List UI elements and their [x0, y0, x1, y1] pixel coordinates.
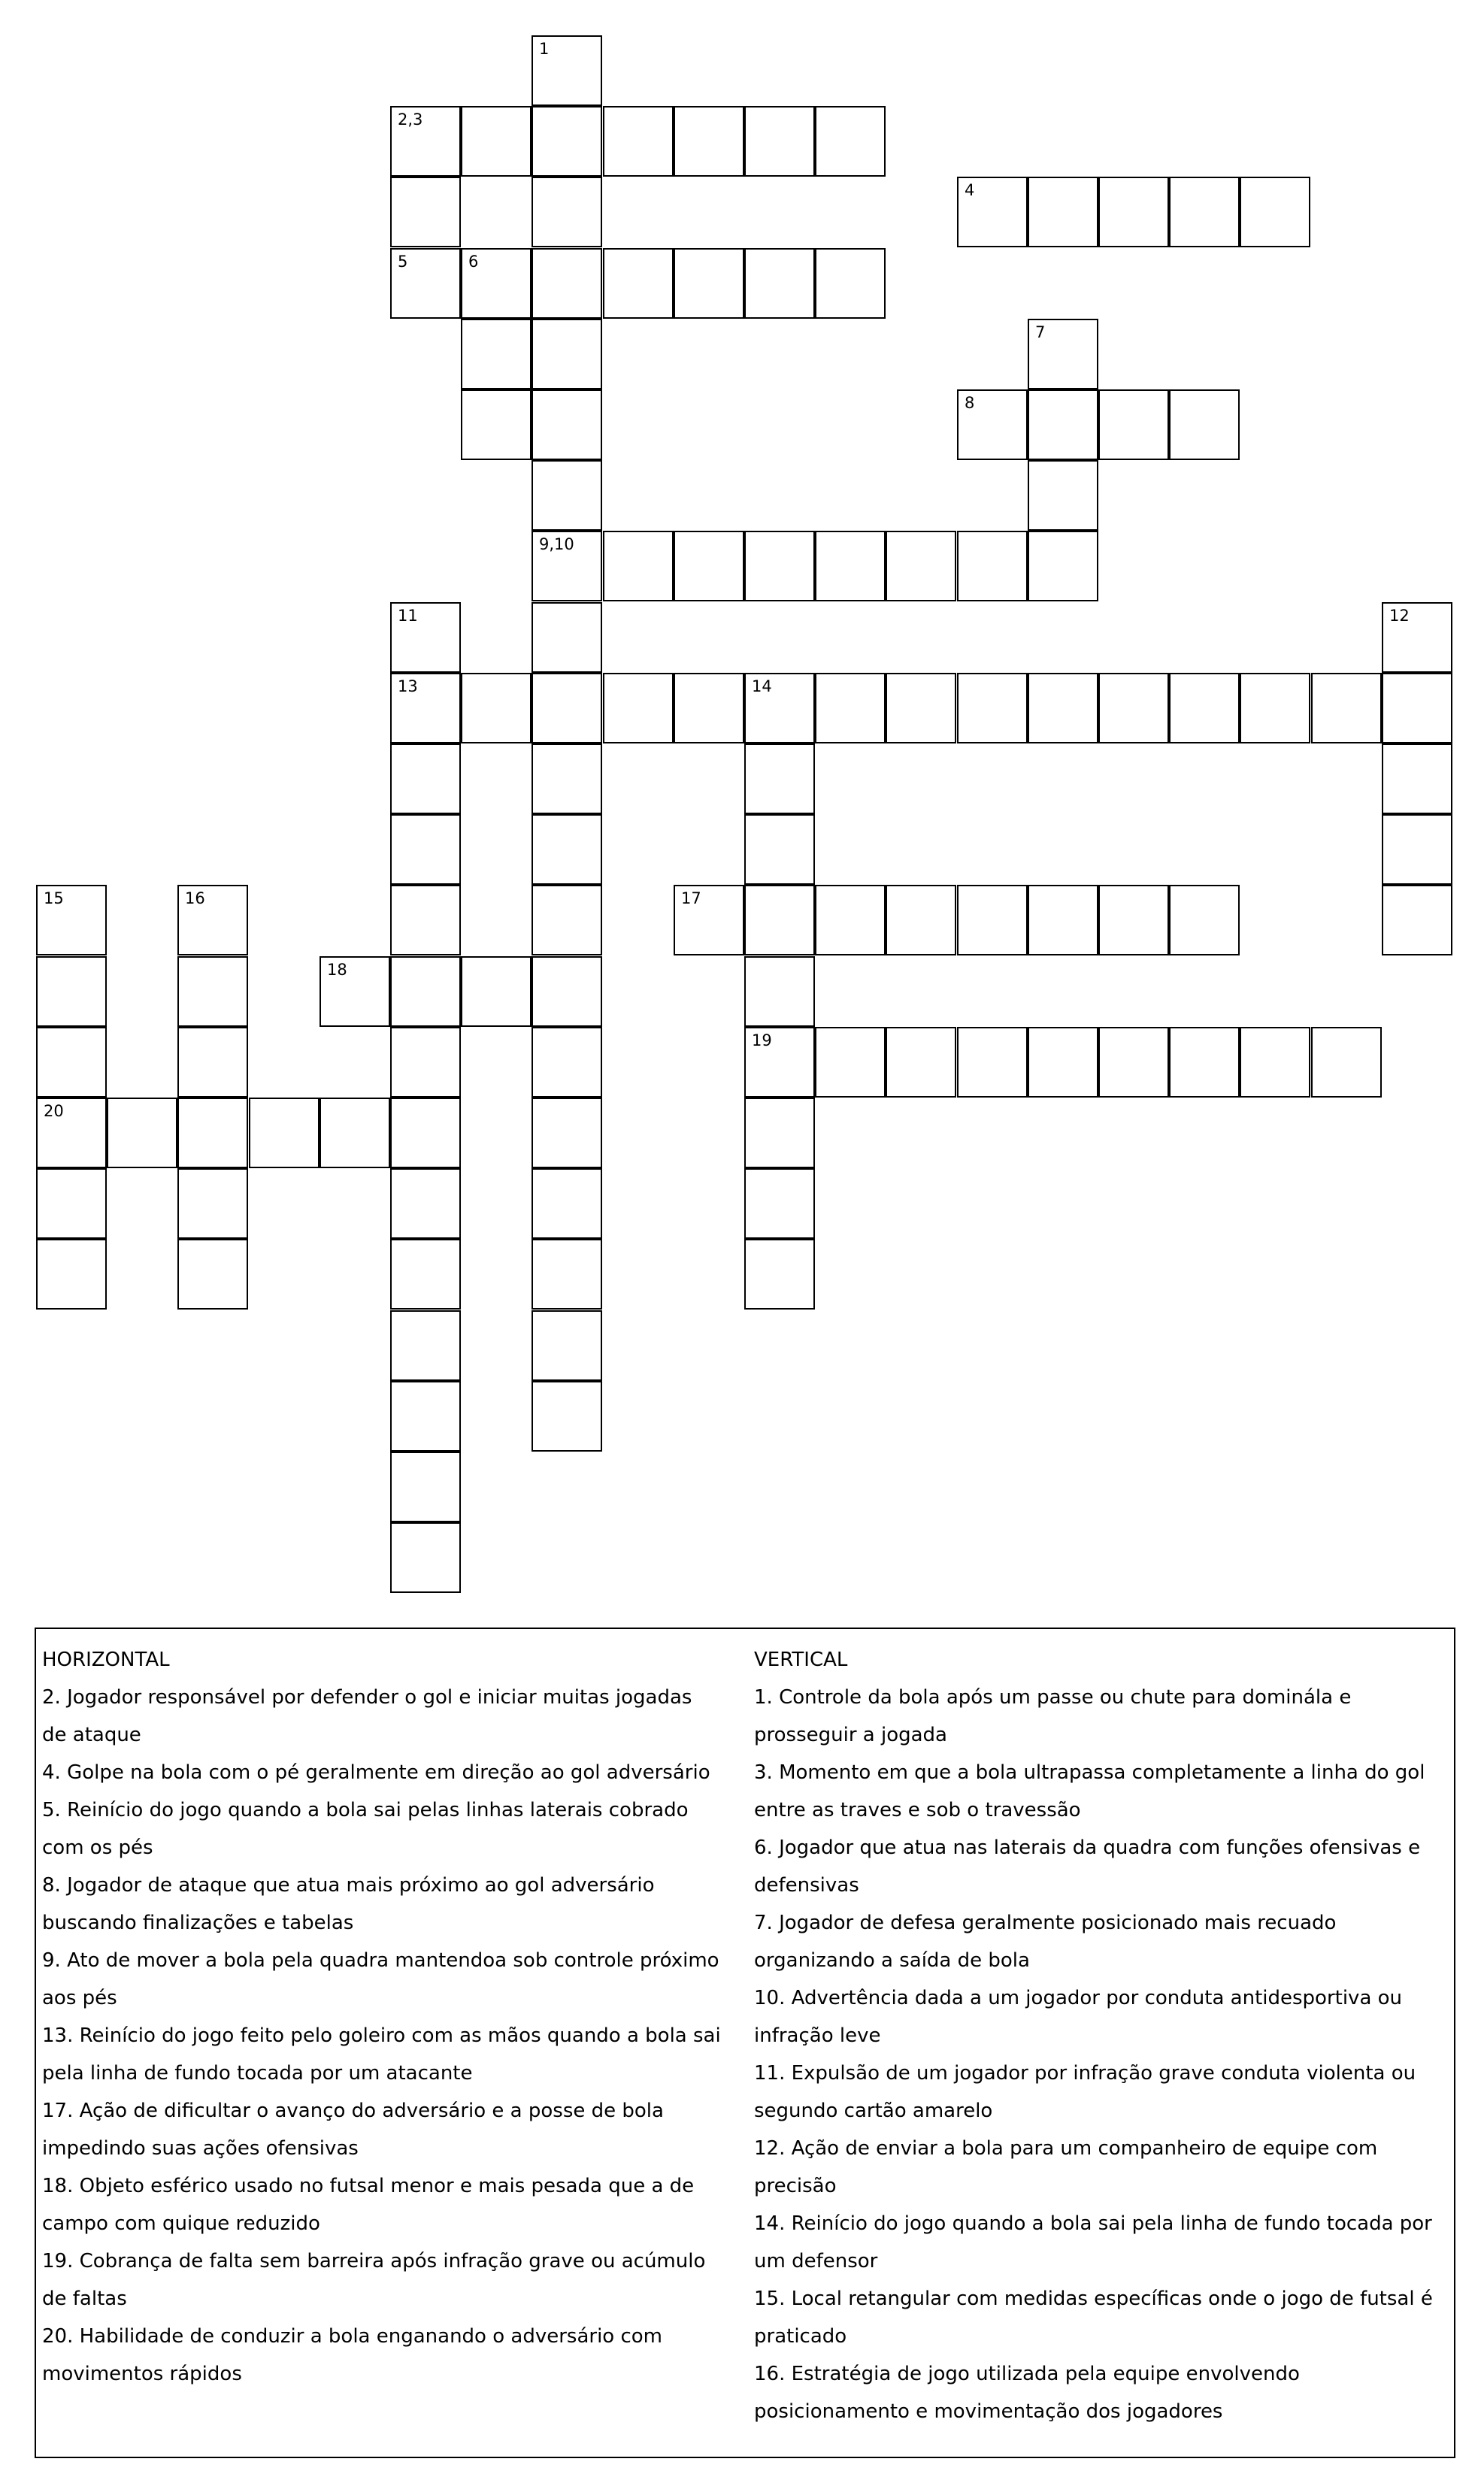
clue-line: praticado — [754, 2325, 847, 2348]
grid-cell[interactable] — [674, 106, 744, 177]
grid-cell[interactable] — [177, 1168, 248, 1239]
grid-cell[interactable] — [1028, 177, 1098, 247]
grid-cell[interactable] — [674, 673, 744, 743]
grid-cell[interactable] — [744, 743, 815, 814]
grid-cell[interactable] — [461, 319, 532, 389]
grid-cell[interactable] — [957, 531, 1028, 601]
grid-cell[interactable] — [532, 1381, 602, 1452]
grid-cell[interactable] — [1382, 743, 1452, 814]
grid-cell[interactable] — [532, 389, 602, 460]
grid-cell[interactable] — [674, 531, 744, 601]
grid-cell[interactable] — [603, 106, 674, 177]
grid-cell[interactable] — [36, 1168, 107, 1239]
clue-line: aos pés — [42, 1987, 117, 2009]
grid-cell[interactable] — [532, 177, 602, 247]
grid-cell[interactable] — [886, 673, 956, 743]
clue-line: infração leve — [754, 2024, 881, 2047]
clue-line: 13. Reinício do jogo feito pelo goleiro com as mãos quando a bola sai — [42, 2024, 721, 2047]
grid-cell[interactable] — [744, 106, 815, 177]
grid-cell[interactable] — [532, 319, 602, 389]
horizontal-heading: HORIZONTAL — [42, 1649, 170, 1671]
grid-cell[interactable] — [532, 248, 602, 319]
grid-cell[interactable] — [390, 1310, 461, 1381]
grid-cell[interactable] — [36, 1027, 107, 1098]
grid-cell[interactable] — [1028, 885, 1098, 955]
grid-cell[interactable] — [532, 35, 602, 106]
grid-cell[interactable] — [532, 673, 602, 743]
grid-cell[interactable] — [744, 1239, 815, 1310]
clue-line: com os pés — [42, 1837, 153, 1859]
grid-cell[interactable] — [532, 743, 602, 814]
vertical-clue-list — [754, 1679, 1457, 2430]
grid-cell[interactable] — [532, 1239, 602, 1310]
clue-line: 19. Cobrança de falta sem barreira após infração grave ou acúmulo — [42, 2250, 706, 2273]
clue-number: 9,10 — [539, 535, 574, 553]
grid-cell[interactable] — [177, 956, 248, 1027]
grid-cell[interactable] — [1311, 1027, 1382, 1098]
clue-line: de ataque — [42, 1724, 141, 1746]
clue-number: 15 — [44, 889, 64, 907]
grid-cell[interactable] — [36, 1098, 107, 1168]
grid-cell[interactable] — [957, 673, 1028, 743]
clue-line: 14. Reinício do jogo quando a bola sai pela linha de fundo tocada por — [754, 2212, 1432, 2235]
clue-line: precisão — [754, 2175, 837, 2197]
grid-cell[interactable] — [320, 956, 390, 1027]
grid-cell[interactable] — [532, 1168, 602, 1239]
clue-line: movimentos rápidos — [42, 2363, 242, 2385]
grid-cell[interactable] — [1028, 673, 1098, 743]
grid-cell[interactable] — [744, 885, 815, 955]
grid-cell[interactable] — [815, 1027, 886, 1098]
grid-cell[interactable] — [1240, 177, 1310, 247]
clue-number: 6 — [468, 253, 479, 271]
clue-line: buscando finalizações e tabelas — [42, 1912, 354, 1934]
grid-cell[interactable] — [1240, 673, 1310, 743]
grid-cell[interactable] — [815, 248, 886, 319]
grid-cell[interactable] — [532, 814, 602, 885]
grid-cell[interactable] — [461, 956, 532, 1027]
grid-cell[interactable] — [390, 673, 461, 743]
grid-cell[interactable] — [1098, 177, 1169, 247]
grid-cell[interactable] — [177, 1027, 248, 1098]
grid-cell[interactable] — [957, 885, 1028, 955]
clue-number: 20 — [44, 1102, 64, 1120]
grid-cell[interactable] — [744, 248, 815, 319]
grid-cell[interactable] — [390, 814, 461, 885]
clue-line: 15. Local retangular com medidas específicas onde o jogo de futsal é — [754, 2288, 1433, 2310]
grid-cell[interactable] — [815, 106, 886, 177]
grid-cell[interactable] — [674, 248, 744, 319]
grid-cell[interactable] — [390, 1381, 461, 1452]
clue-line: campo com quique reduzido — [42, 2212, 320, 2235]
grid-cell[interactable] — [461, 673, 532, 743]
grid-cell[interactable] — [1169, 389, 1240, 460]
clue-number: 11 — [398, 607, 418, 625]
clue-number: 4 — [965, 181, 975, 199]
clue-line: 20. Habilidade de conduzir a bola enganando o adversário com — [42, 2325, 663, 2348]
grid-cell[interactable] — [1028, 460, 1098, 531]
grid-cell[interactable] — [744, 531, 815, 601]
clue-line: impedindo suas ações ofensivas — [42, 2137, 359, 2160]
grid-cell[interactable] — [1382, 673, 1452, 743]
clue-line: de faltas — [42, 2288, 127, 2310]
clues-box — [35, 1628, 1455, 2458]
grid-cell[interactable] — [674, 885, 744, 955]
grid-cell[interactable] — [390, 956, 461, 1027]
grid-cell[interactable] — [390, 248, 461, 319]
grid-cell[interactable] — [1028, 389, 1098, 460]
clue-number: 12 — [1389, 607, 1410, 625]
grid-cell[interactable] — [390, 1239, 461, 1310]
clue-line: 17. Ação de dificultar o avanço do adversário e a posse de bola — [42, 2100, 664, 2122]
grid-cell[interactable] — [107, 1098, 177, 1168]
grid-cell[interactable] — [177, 1239, 248, 1310]
grid-cell[interactable] — [603, 248, 674, 319]
grid-cell[interactable] — [744, 1168, 815, 1239]
vertical-heading: VERTICAL — [754, 1649, 848, 1671]
grid-cell[interactable] — [390, 743, 461, 814]
grid-cell[interactable] — [390, 106, 461, 177]
grid-cell[interactable] — [1098, 673, 1169, 743]
clue-line: segundo cartão amarelo — [754, 2100, 993, 2122]
grid-cell[interactable] — [815, 885, 886, 955]
clue-line: 12. Ação de enviar a bola para um companheiro de equipe com — [754, 2137, 1378, 2160]
grid-cell[interactable] — [1240, 1027, 1310, 1098]
clue-line: um defensor — [754, 2250, 878, 2273]
clue-line: 6. Jogador que atua nas laterais da quadra com funções ofensivas e — [754, 1837, 1421, 1859]
clue-line: pela linha de fundo tocada por um atacante — [42, 2062, 473, 2085]
grid-cell[interactable] — [461, 389, 532, 460]
grid-cell[interactable] — [461, 106, 532, 177]
grid-cell[interactable] — [532, 106, 602, 177]
clue-number: 8 — [965, 394, 975, 412]
grid-cell[interactable] — [744, 1098, 815, 1168]
grid-cell[interactable] — [744, 673, 815, 743]
grid-cell[interactable] — [1098, 1027, 1169, 1098]
clue-line: 8. Jogador de ataque que atua mais próximo ao gol adversário — [42, 1874, 655, 1897]
clue-line: defensivas — [754, 1874, 859, 1897]
grid-cell[interactable] — [886, 885, 956, 955]
grid-cell[interactable] — [36, 1239, 107, 1310]
grid-cell[interactable] — [1311, 673, 1382, 743]
grid-cell[interactable] — [886, 531, 956, 601]
clue-number: 1 — [539, 40, 550, 58]
grid-cell[interactable] — [744, 956, 815, 1027]
grid-cell[interactable] — [320, 1098, 390, 1168]
grid-cell[interactable] — [603, 531, 674, 601]
grid-cell[interactable] — [249, 1098, 320, 1168]
clue-line: 11. Expulsão de um jogador por infração grave conduta violenta ou — [754, 2062, 1416, 2085]
clue-line: entre as traves e sob o travessão — [754, 1799, 1081, 1821]
clue-line: 3. Momento em que a bola ultrapassa completamente a linha do gol — [754, 1761, 1425, 1784]
grid-cell[interactable] — [177, 885, 248, 955]
grid-cell[interactable] — [532, 1310, 602, 1381]
grid-cell[interactable] — [1382, 885, 1452, 955]
grid-cell[interactable] — [390, 1168, 461, 1239]
grid-cell[interactable] — [957, 177, 1028, 247]
clue-line: posicionamento e movimentação dos jogadores — [754, 2400, 1223, 2423]
grid-cell[interactable] — [390, 1098, 461, 1168]
grid-cell[interactable] — [957, 1027, 1028, 1098]
grid-cell[interactable] — [390, 1027, 461, 1098]
grid-cell[interactable] — [1098, 389, 1169, 460]
grid-cell[interactable] — [1028, 531, 1098, 601]
horizontal-clues — [42, 1641, 745, 2393]
clue-line: 9. Ato de mover a bola pela quadra mantendoa sob controle próximo — [42, 1949, 719, 1972]
clue-line: prosseguir a jogada — [754, 1724, 947, 1746]
grid-cell[interactable] — [532, 1098, 602, 1168]
grid-cell[interactable] — [177, 1098, 248, 1168]
grid-cell[interactable] — [390, 885, 461, 955]
clue-number: 19 — [752, 1031, 772, 1049]
grid-cell[interactable] — [1169, 673, 1240, 743]
grid-cell[interactable] — [744, 814, 815, 885]
grid-cell[interactable] — [390, 1452, 461, 1522]
grid-cell[interactable] — [744, 1027, 815, 1098]
grid-cell[interactable] — [815, 673, 886, 743]
grid-cell[interactable] — [1382, 814, 1452, 885]
grid-cell[interactable] — [603, 673, 674, 743]
clue-number: 18 — [327, 961, 347, 979]
grid-cell[interactable] — [1169, 1027, 1240, 1098]
grid-cell[interactable] — [957, 389, 1028, 460]
clue-line: organizando a saída de bola — [754, 1949, 1030, 1972]
clue-number: 2,3 — [398, 111, 423, 129]
horizontal-clue-list — [42, 1679, 745, 2393]
grid-cell[interactable] — [1028, 1027, 1098, 1098]
grid-cell[interactable] — [1169, 885, 1240, 955]
grid-cell[interactable] — [36, 885, 107, 955]
clue-line: 2. Jogador responsável por defender o gol e iniciar muitas jogadas — [42, 1686, 692, 1709]
clue-line: 10. Advertência dada a um jogador por conduta antidesportiva ou — [754, 1987, 1403, 2009]
grid-cell[interactable] — [532, 956, 602, 1027]
grid-cell[interactable] — [532, 531, 602, 601]
clue-number: 5 — [398, 253, 408, 271]
clue-number: 16 — [185, 889, 205, 907]
clue-line: 7. Jogador de defesa geralmente posicionado mais recuado — [754, 1912, 1337, 1934]
clue-number: 7 — [1035, 323, 1046, 341]
grid-cell[interactable] — [461, 248, 532, 319]
grid-cell[interactable] — [815, 531, 886, 601]
clue-line: 4. Golpe na bola com o pé geralmente em direção ao gol adversário — [42, 1761, 710, 1784]
grid-cell[interactable] — [1382, 602, 1452, 673]
grid-cell[interactable] — [390, 177, 461, 247]
clue-number: 13 — [398, 677, 418, 695]
clue-line: 18. Objeto esférico usado no futsal menor e mais pesada que a de — [42, 2175, 695, 2197]
clue-line: 5. Reinício do jogo quando a bola sai pelas linhas laterais cobrado — [42, 1799, 689, 1821]
grid-cell[interactable] — [1169, 177, 1240, 247]
grid-cell[interactable] — [36, 956, 107, 1027]
clue-line: 1. Controle da bola após um passe ou chute para dominála e — [754, 1686, 1352, 1709]
grid-cell[interactable] — [532, 460, 602, 531]
grid-cell[interactable] — [886, 1027, 956, 1098]
grid-cell[interactable] — [390, 602, 461, 673]
clue-number: 17 — [681, 889, 701, 907]
grid-cell[interactable] — [1028, 319, 1098, 389]
grid-cell[interactable] — [1098, 885, 1169, 955]
grid-cell[interactable] — [390, 1522, 461, 1593]
clue-line: 16. Estratégia de jogo utilizada pela equipe envolvendo — [754, 2363, 1300, 2385]
grid-cell[interactable] — [532, 602, 602, 673]
clue-number: 14 — [752, 677, 772, 695]
grid-cell[interactable] — [532, 885, 602, 955]
vertical-clues — [754, 1641, 1457, 2430]
grid-cell[interactable] — [532, 1027, 602, 1098]
